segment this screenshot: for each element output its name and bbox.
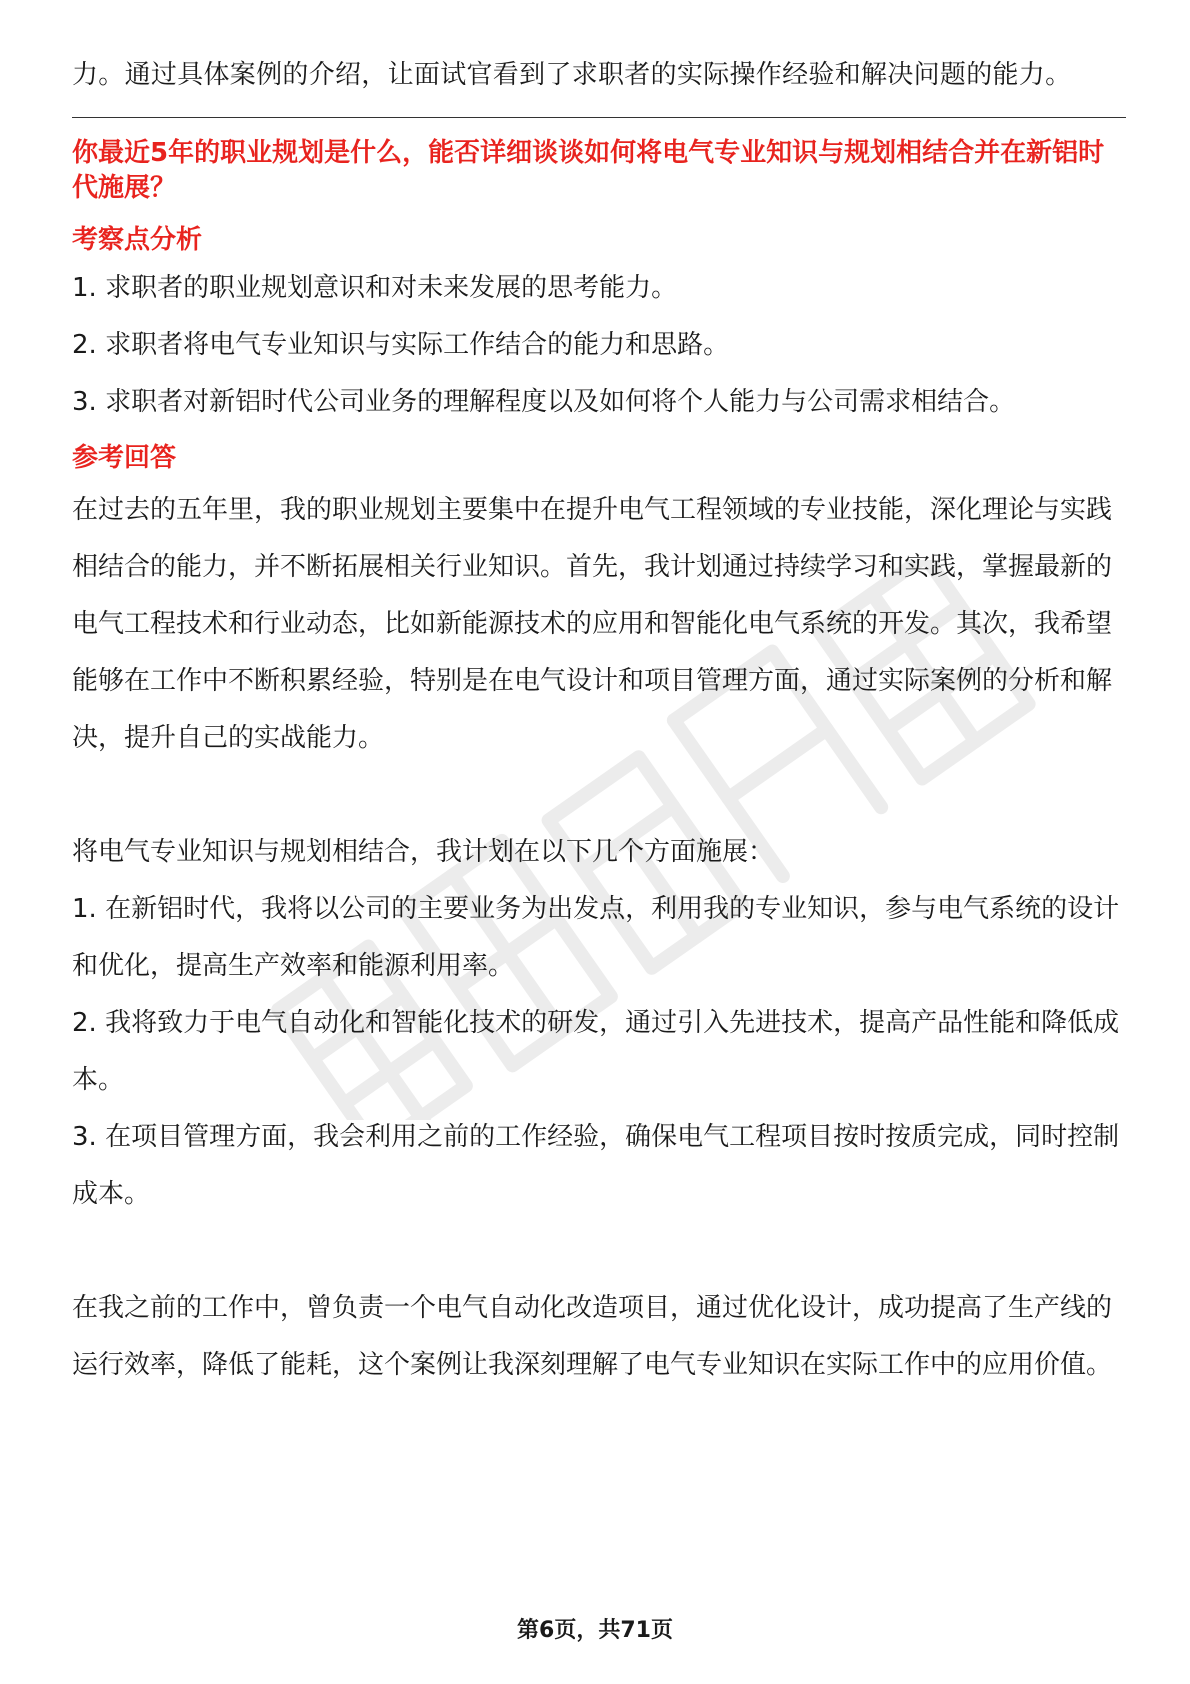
- page-number: 第6页，共71页: [517, 1618, 673, 1643]
- answer-heading: 参考回答: [72, 443, 177, 473]
- analysis-heading: 考察点分析: [72, 225, 203, 255]
- paragraph-gap: [72, 767, 1126, 824]
- analysis-section: [72, 220, 1126, 426]
- section-divider: [72, 117, 1126, 118]
- answer-paragraph: 在我之前的工作中，曾负责一个电气自动化改造项目，通过优化设计，成功提高了生产线的运行效率，降低了能耗，这个案例让我深刻理解了电气专业知识在实际工作中的应用价值。: [72, 1293, 1113, 1380]
- continued-paragraph: 力。通过具体案例的介绍，让面试官看到了求职者的实际操作经验和解决问题的能力。: [72, 60, 1072, 90]
- plan-item: 3. 在项目管理方面，我会利用之前的工作经验，确保电气工程项目按时按质完成，同时控制成本。: [72, 1122, 1120, 1209]
- answer-paragraph: 将电气专业知识与规划相结合，我计划在以下几个方面施展：: [72, 837, 775, 867]
- plan-item: 1. 在新铝时代，我将以公司的主要业务为出发点，利用我的专业知识，参与电气系统的设计和优化，提高生产效率和能源利用率。: [72, 894, 1120, 981]
- analysis-item: 2. 求职者将电气专业知识与实际工作结合的能力和思路。: [72, 330, 730, 360]
- plan-item: 2. 我将致力于电气自动化和智能化技术的研发，通过引入先进技术，提高产品性能和降低成本。: [72, 1008, 1120, 1095]
- document-body: [72, 48, 1126, 1394]
- analysis-item: 3. 求职者对新铝时代公司业务的理解程度以及如何将个人能力与公司需求相结合。: [72, 387, 1016, 417]
- paragraph-gap: [72, 1223, 1126, 1280]
- answer-paragraph: 在过去的五年里，我的职业规划主要集中在提升电气工程领域的专业技能，深化理论与实践相结合的能力，并不断拓展相关行业知识。首先，我计划通过持续学习和实践，掌握最新的电气工程技术和行业动态，比如新能源技术的应用和智能化电气系统的开发。其次，我希望能够在工作中不断积累经验，特别是在电气设计和项目管理方面，通过实际案例的分析和解决，提升自己的实战能力。: [72, 495, 1113, 753]
- analysis-item: 1. 求职者的职业规划意识和对未来发展的思考能力。: [72, 273, 678, 303]
- answer-section: [72, 438, 1126, 1394]
- interview-question: 你最近5年的职业规划是什么，能否详细谈谈如何将电气专业知识与规划相结合并在新铝时代施展？: [72, 138, 1105, 203]
